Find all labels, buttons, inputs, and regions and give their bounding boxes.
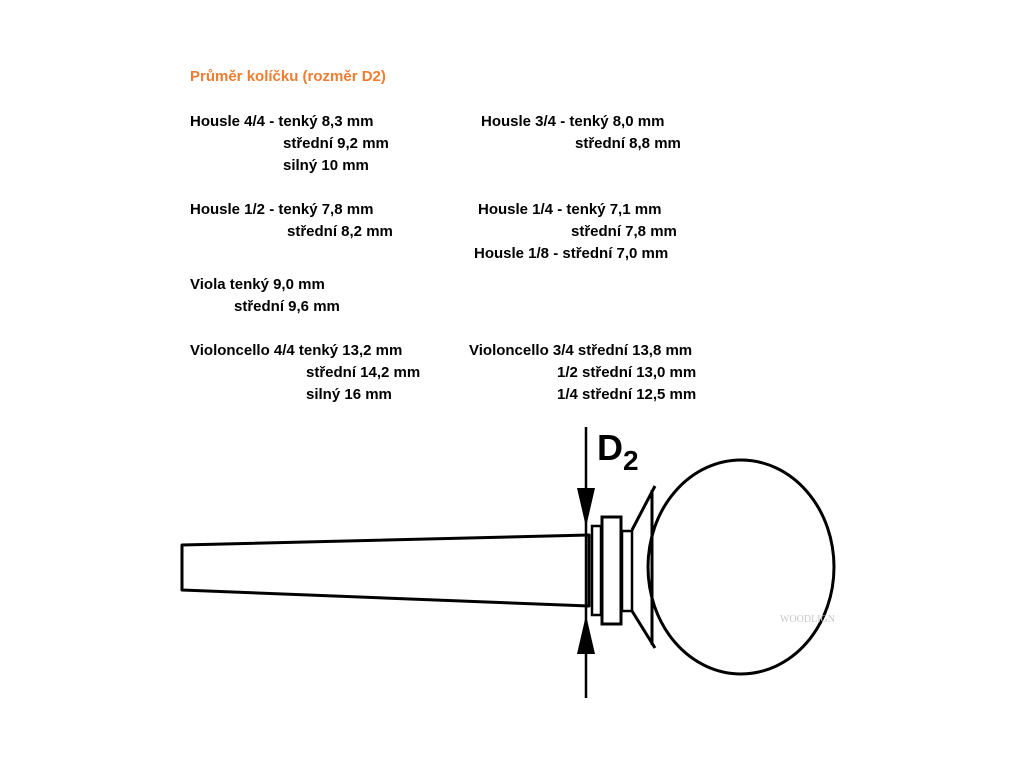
size-line-violin-4-4-medium: střední 9,2 mm [283, 135, 389, 152]
watermark: WOODLIGN [780, 614, 835, 625]
size-line-cello-1-4-medium: 1/4 střední 12,5 mm [557, 386, 697, 403]
size-line-viola-medium: střední 9,6 mm [234, 298, 340, 315]
size-line-cello-4-4-thin: Violoncello 4/4 tenký 13,2 mm [190, 342, 403, 359]
dimension-label-main: D [597, 427, 623, 468]
peg-collar-outer [592, 526, 601, 615]
size-line-cello-1-2-medium: 1/2 střední 13,0 mm [557, 364, 697, 381]
size-line-violin-4-4-thin: Housle 4/4 - tenký 8,3 mm [190, 113, 374, 130]
size-line-cello-3-4-medium: Violoncello 3/4 střední 13,8 mm [469, 342, 693, 359]
size-line-violin-3-4-thin: Housle 3/4 - tenký 8,0 mm [481, 113, 665, 130]
size-line-cello-4-4-thick: silný 16 mm [306, 386, 392, 403]
arrow-up-icon [577, 615, 595, 654]
page-title: Průměr kolíčku (rozměr D2) [190, 68, 386, 85]
peg-collar-inner [602, 517, 621, 624]
size-line-violin-1-8-medium: Housle 1/8 - střední 7,0 mm [474, 245, 669, 262]
size-line-violin-1-4-medium: střední 7,8 mm [571, 223, 677, 240]
size-line-viola-thin: Viola tenký 9,0 mm [190, 276, 325, 293]
dimension-label-sub: 2 [623, 445, 639, 476]
dimension-label [597, 427, 639, 476]
peg-head [648, 460, 834, 674]
size-line-violin-4-4-thick: silný 10 mm [283, 157, 369, 174]
size-line-violin-1-2-thin: Housle 1/2 - tenký 7,8 mm [190, 201, 374, 218]
peg-collar-neck [622, 531, 632, 611]
size-line-cello-4-4-medium: střední 14,2 mm [306, 364, 421, 381]
peg-shaft [182, 535, 589, 606]
size-line-violin-3-4-medium: střední 8,8 mm [575, 135, 681, 152]
size-line-violin-1-2-medium: střední 8,2 mm [287, 223, 393, 240]
arrow-down-icon [577, 488, 595, 527]
size-line-violin-1-4-thin: Housle 1/4 - tenký 7,1 mm [478, 201, 662, 218]
